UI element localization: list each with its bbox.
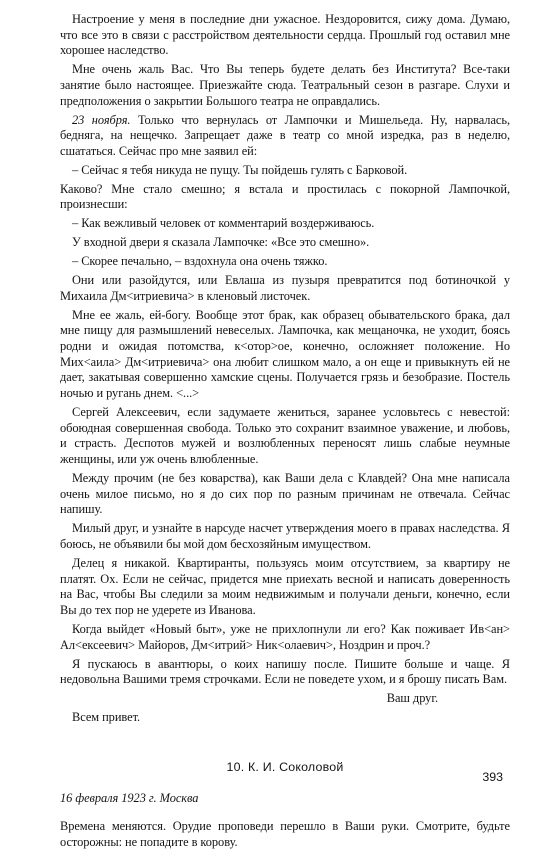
- page-number: 393: [482, 770, 503, 784]
- entry-text: Только что вернулась от Лампочки и Мишельеда. Ну, нарвалась, бедняга, на нещечко. Запрещает даже в театр со мной изредка, раз в неделю, сшататься. Сейчас про мне заявил ей:: [60, 112, 510, 158]
- paragraph: Они или разойдутся, или Евлаша из пузыря превратится под ботиночкой у Михаила Дм<итриевича> в кленовый листочек.: [60, 273, 510, 303]
- dialog-line: – Как вежливый человек от комментарий воздерживаюсь.: [72, 216, 375, 231]
- paragraph: Когда выйдет «Новый быт», уже не прихлопнули ли его? Как поживает Ив<ан> Ал<ексеевич> Майоров, Дм<итрий> Ник<олаевич>, Ноздрин и проч.?: [60, 621, 510, 652]
- paragraph: Между прочим (не без коварства), как Ваши дела с Клавдей? Она мне написала очень милое письмо, но я до сих пор по разным причинам не отвечала. Сейчас напишу.: [60, 471, 510, 517]
- signature: Ваш друг.: [386, 691, 438, 706]
- dialog-line: – Сейчас я тебя никуда не пущу. Ты пойдешь гулять с Барковой.: [72, 162, 408, 177]
- paragraph: Милый друг, и узнайте в нарсуде насчет утверждения моего в правах наследства. Я боюсь, не объявили бы мой дом бесхозяйным имуществом.: [60, 521, 510, 552]
- page-body: [60, 12, 510, 854]
- letter-dateline: 16 февраля 1923 г. Москва: [60, 791, 199, 806]
- paragraph: Мне ее жаль, ей-богу. Вообще этот брак, как образец обывательского брака, дал мне пищу для размышлений невеселых. Лампочка, как мещаночка, не уходит, боясь родни и ожидая потомства, к<отор>ое, конечно, осложняет положение. Но Мих<аила> Дм<итриевича> она любит слишком мало, а он еще и привыкнуть ей не дает, закатывая совершенно хамские сцены. Получается грязь и безобразие. Постель ночью и ругань днем. <...>: [60, 307, 510, 401]
- paragraph: Времена меняются. Орудие проповеди перешло в Ваши руки. Смотрите, будьте осторожны: не попадите в корову.: [60, 819, 510, 849]
- closing-greeting: Всем привет.: [72, 710, 141, 725]
- dialog-line: У входной двери я сказала Лампочке: «Все это смешно».: [72, 235, 370, 250]
- paragraph: Настроение у меня в последние дни ужасное. Нездоровится, сижу дома. Думаю, что все это в связи с расстройством деятельности сердца. Прошлый год оставил мне хорошее наследство.: [60, 12, 510, 58]
- dialog-line: Каково? Мне стало смешно; я встала и простилась с покорной Лампочкой, произнесши:: [60, 181, 510, 212]
- paragraph: Я пускаюсь в авантюры, о коих напишу после. Пишите больше и чаще. Я недовольна Вашими тремя строчками. Если не поведете ухом, и я брошу писать Вам.: [60, 656, 510, 687]
- dialog-line: – Скорее печально, – вздохнула она очень тяжко.: [72, 254, 328, 269]
- paragraph: Мне очень жаль Вас. Что Вы теперь будете делать без Института? Все-таки занятие было настоящее. Приезжайте сюда. Театральный сезон в разгаре. Слухи и предположения о закрытии Большого театра не оправдались.: [60, 62, 510, 108]
- paragraph: Сергей Алексеевич, если задумаете жениться, заранее условьтесь с невестой: обоюдная совершенная свобода. Только это сохранит взаимное уважение, и любовь, и страсть. Деспотов мужей и возлюбленных переносят лишь слабые неумные женщины, или уж очень влюбленные.: [60, 405, 510, 467]
- entry-date: 23 ноября.: [72, 112, 131, 127]
- diary-entry-paragraph: [60, 113, 510, 160]
- paragraph: Делец я никакой. Квартиранты, пользуясь моим отсутствием, за квартиру не платят. Ох. Если не сейчас, придется мне приехать весной и написать доверенность на Вас, чтобы Вы следили за моим недвижимым и получали деньги, конечно, если Вы до тех пор не удерете из Иванова.: [60, 555, 510, 618]
- letter-title: 10. К. И. Соколовой: [226, 759, 344, 774]
